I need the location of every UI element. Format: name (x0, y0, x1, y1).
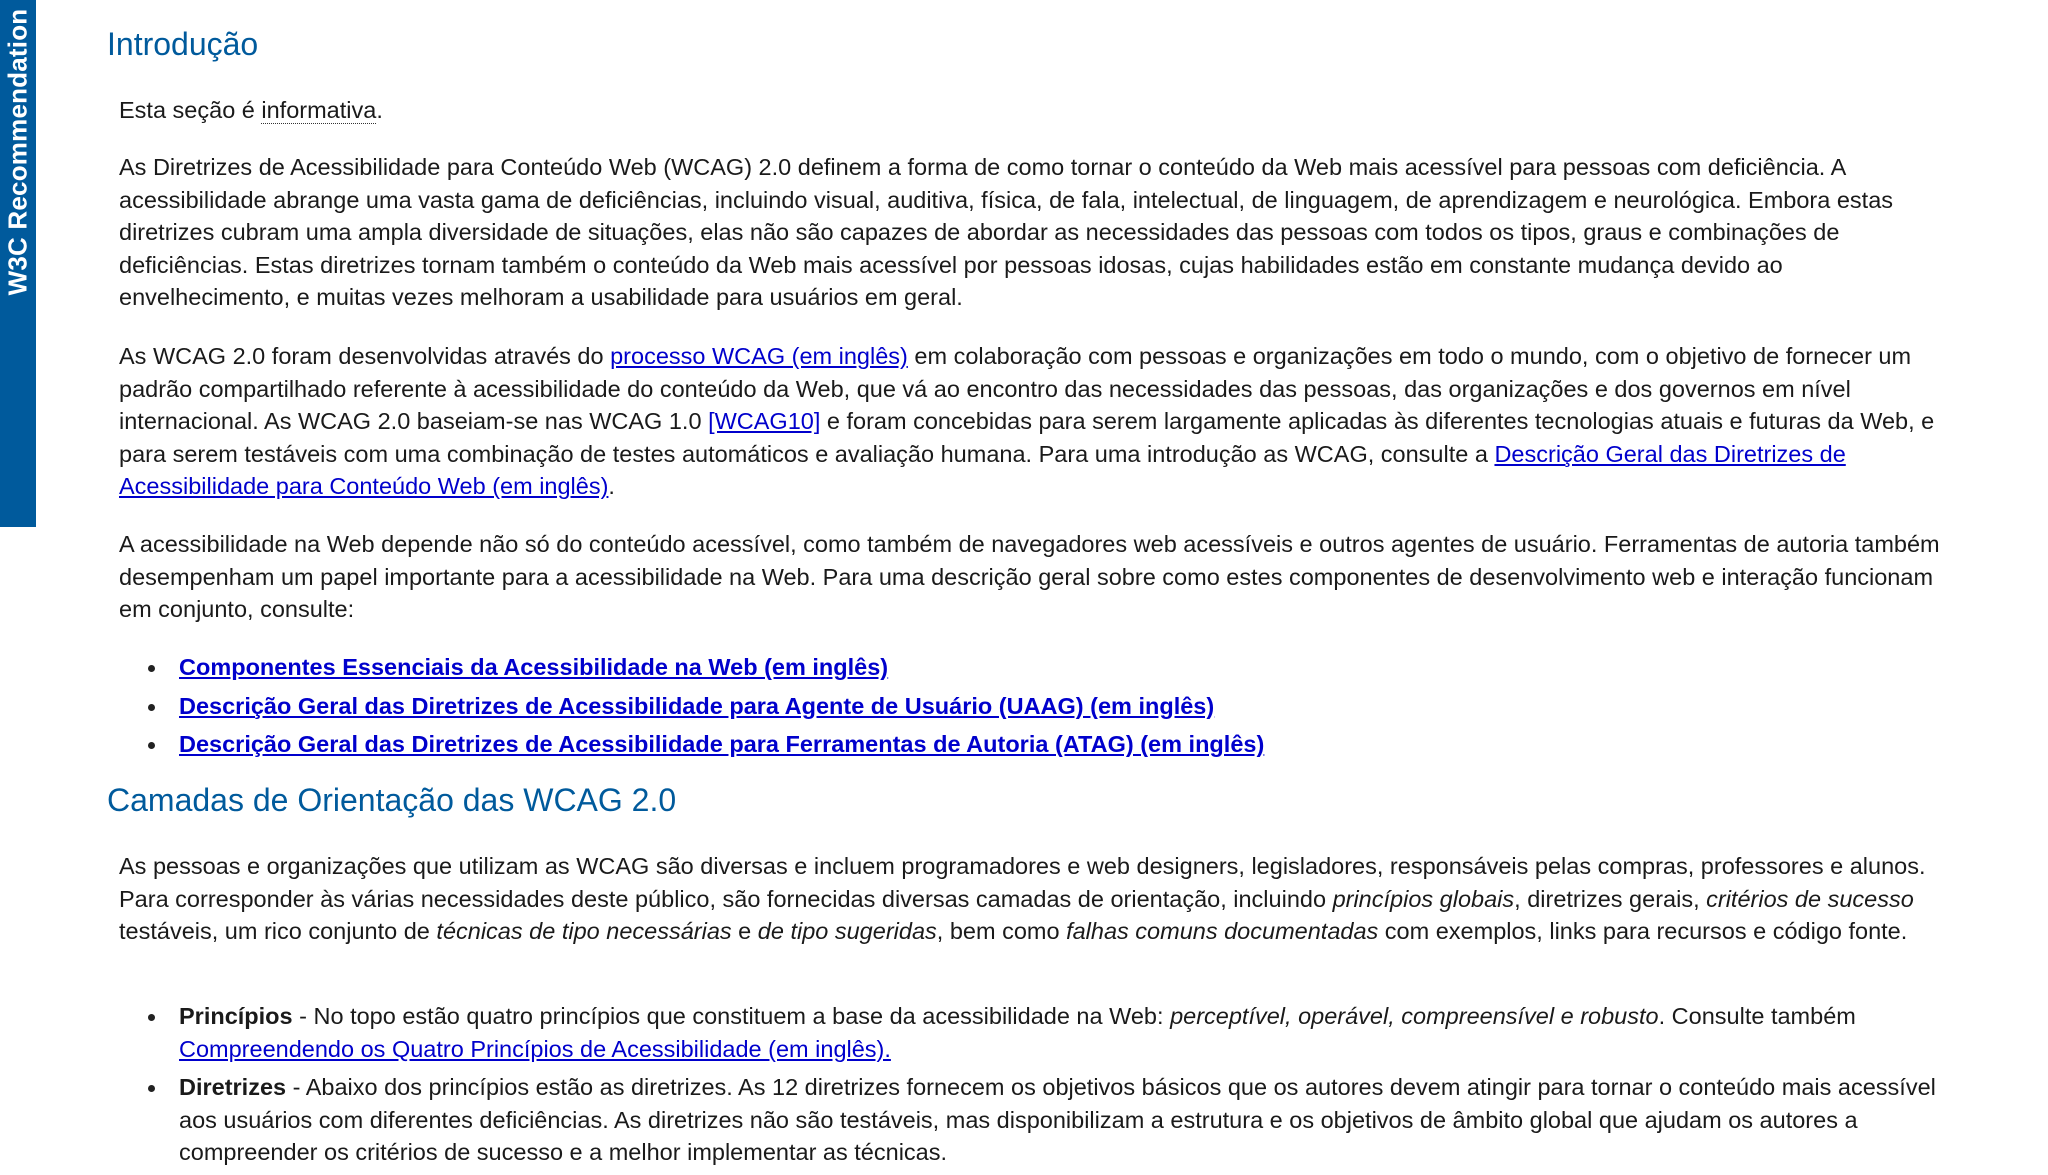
informative-term: informativa (261, 97, 377, 123)
four-principles-link[interactable]: Compreendendo os Quatro Princípios de Acessibilidade (em inglês). (179, 1035, 891, 1062)
wcag-overview-link[interactable]: Descrição Geral das Diretrizes de Acessibilidade para Conteúdo Web (em inglês) (119, 440, 1846, 500)
layers-text-d: e (731, 918, 758, 945)
layers-em-success-criteria: critérios de sucesso (1706, 885, 1914, 912)
layers-text-e: , bem como (936, 918, 1067, 945)
layers-text-a: As pessoas e organizações que utilizam as WCAG são diversas e incluem programadores e web designers, legisladores, responsáveis pelas compras, professores e alunos. Para corresponder às várias necessidades deste público, são fornecidas diversas camadas de orientação, incluindo (119, 853, 1926, 912)
essential-links-list (119, 651, 1949, 767)
essential-components-link[interactable]: Componentes Essenciais da Acessibilidade na Web (em inglês) (179, 654, 889, 680)
intro-paragraph-3: A acessibilidade na Web depende não só do conteúdo acessível, como também de navegadores web acessíveis e outros agentes de usuário. Ferramentas de autoria também desempenham um papel importante para a acessibilidade na Web. Para uma descrição geral sobre como estes componentes de desenvolvimento web e interação funcionam em conjunto, consulte: (119, 531, 1940, 623)
layers-text-f: com exemplos, links para recursos e código fonte. (1378, 918, 1908, 945)
principles-em: perceptível, operável, compreensível e robusto (1170, 1003, 1659, 1029)
layers-em-principles: princípios globais (1332, 885, 1515, 912)
layers-list (119, 1000, 1949, 1175)
p2-text-d: . (608, 473, 615, 500)
layers-heading: Camadas de Orientação das WCAG 2.0 (107, 782, 677, 818)
wcag10-reference-link[interactable]: [WCAG10] (708, 408, 821, 435)
uaag-overview-link[interactable]: Descrição Geral das Diretrizes de Acessibilidade para Agente de Usuário (UAAG) (em inglês) (179, 692, 1215, 719)
principles-term: Princípios (179, 1003, 293, 1029)
p2-text-c: e foram concebidas para serem largamente aplicadas às diferentes tecnologias atuais e futuras da Web, e para serem testáveis com uma combinação de testes automáticos e avaliação humana. Para uma introdução as WCAG, consulte a (119, 408, 1935, 467)
layers-em-advisory: de tipo sugeridas (757, 918, 937, 945)
w3c-recommendation-tab[interactable] (0, 0, 36, 527)
informative-suffix: . (376, 97, 383, 123)
intro-paragraph-1: As Diretrizes de Acessibilidade para Conteúdo Web (WCAG) 2.0 definem a forma de como tornar o conteúdo da Web mais acessível para pessoas com deficiência. A acessibilidade abrange uma vasta gama de deficiências, incluindo visual, auditiva, física, de fala, intelectual, de linguagem, de aprendizagem e neurológica. Embora estas diretrizes cubram uma ampla diversidade de situações, elas não são capazes de abordar as necessidades das pessoas com todos os tipos, graus e combinações de deficiências. Estas diretrizes tornam também o conteúdo da Web mais acessível por pessoas idosas, cujas habilidades estão em constante mudança devido ao envelhecimento, e muitas vezes melhoram a usabilidade para usuários em geral. (119, 154, 1894, 311)
layers-text-b: , diretrizes gerais, (1514, 885, 1707, 912)
list-item (119, 1000, 1949, 1065)
intro-heading: Introdução (107, 26, 259, 62)
intro-paragraph-2 (119, 340, 1949, 503)
p2-text-a: As WCAG 2.0 foram desenvolvidas através do (119, 343, 611, 369)
principles-text-b: . Consulte também (1658, 1003, 1856, 1029)
layers-em-failures: falhas comuns documentadas (1066, 918, 1379, 945)
wcag-process-link[interactable]: processo WCAG (em inglês) (610, 343, 908, 369)
guidelines-term: Diretrizes (179, 1074, 287, 1101)
list-item (119, 728, 1949, 761)
atag-overview-link[interactable]: Descrição Geral das Diretrizes de Acessibilidade para Ferramentas de Autoria (ATAG) (em inglês) (179, 731, 1265, 758)
layers-em-sufficient: técnicas de tipo necessárias (436, 918, 732, 945)
guidelines-text: - Abaixo dos princípios estão as diretrizes. As 12 diretrizes fornecem os objetivos básicos que os autores devem atingir para tornar o conteúdo mais acessível aos usuários com diferentes deficiências. As diretrizes não são testáveis, mas disponibilizam a estrutura e os objetivos de âmbito global que ajudam os autores a compreender os critérios de sucesso e a melhor implementar as técnicas. (179, 1074, 1936, 1166)
w3c-recommendation-label: W3C Recommendation (2, 8, 33, 296)
principles-text-a: - No topo estão quatro princípios que constituem a base da acessibilidade na Web: (292, 1003, 1171, 1029)
informative-note (119, 94, 1949, 127)
informative-prefix: Esta seção é (119, 97, 262, 123)
list-item (119, 651, 1949, 684)
list-item (119, 690, 1949, 723)
layers-paragraph-1 (119, 850, 1949, 948)
list-item (119, 1071, 1949, 1169)
layers-text-c: testáveis, um rico conjunto de (119, 918, 437, 945)
p2-text-b: em colaboração com pessoas e organizações em todo o mundo, com o objetivo de fornecer um padrão compartilhado referente à acessibilidade do conteúdo da Web, que vá ao encontro das necessidades das pessoas, das organizações e dos governos em nível internacional. As WCAG 2.0 baseiam-se nas WCAG 1.0 (119, 343, 1912, 435)
